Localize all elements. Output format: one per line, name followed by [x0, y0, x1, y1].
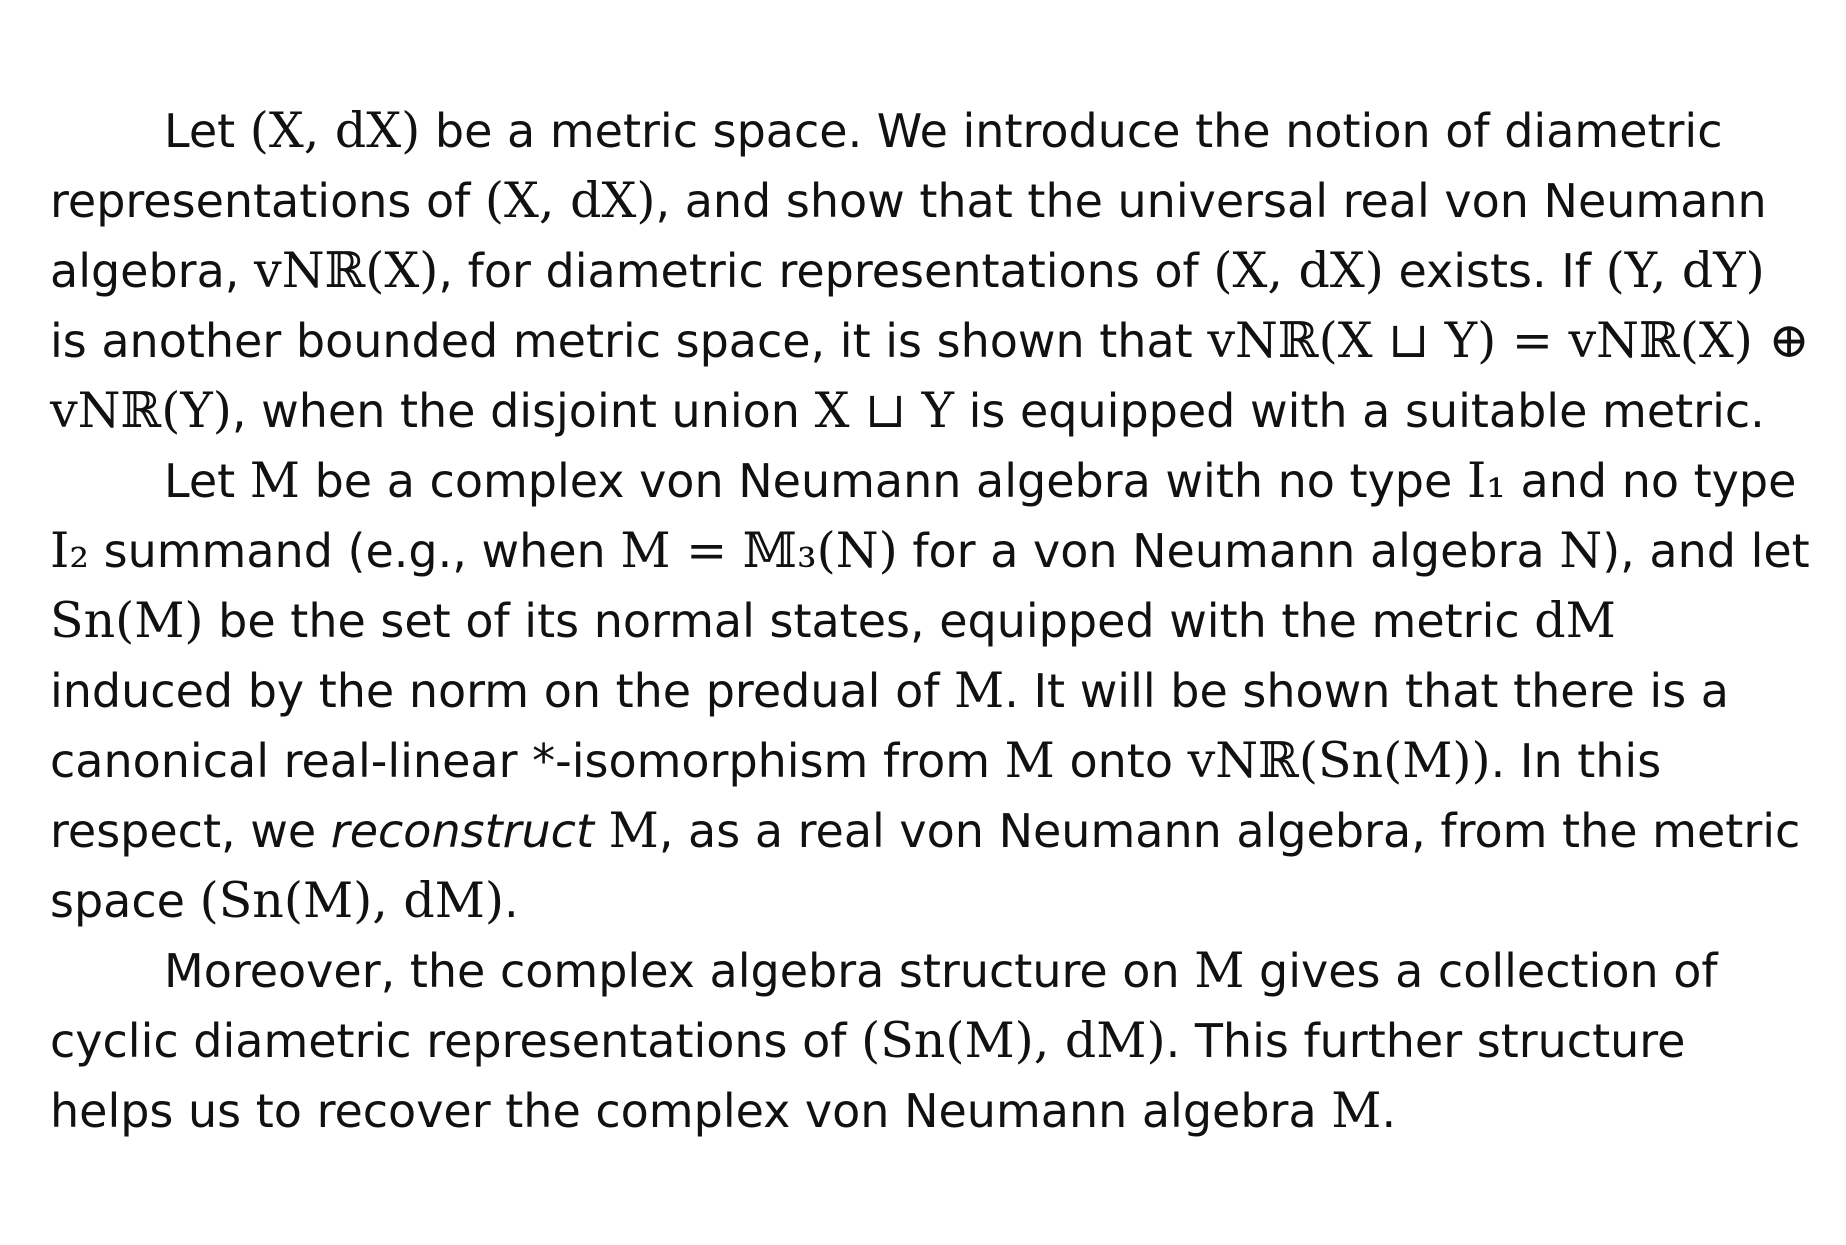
math-expression: (X, dX)	[484, 172, 656, 229]
math-expression: N	[1559, 522, 1603, 579]
text-run: , when the disjoint union	[231, 384, 815, 438]
text-run: onto	[1054, 734, 1188, 788]
text-run: is equipped with a suitable metric.	[954, 384, 1765, 438]
math-expression: dM	[1534, 592, 1616, 649]
text-run: ), and let	[1602, 524, 1810, 578]
text-run: , as a real von Neumann algebra, from the metric space	[50, 804, 1801, 928]
text-run: Moreover, the complex algebra structure on	[164, 944, 1195, 998]
text-run: .	[1381, 1084, 1397, 1138]
math-expression: M	[1194, 942, 1245, 999]
text-run: , for diametric representations of	[438, 244, 1214, 298]
math-expression: M	[608, 802, 659, 859]
abstract-paragraph-1	[50, 96, 1810, 446]
text-run: Let	[164, 454, 250, 508]
text-run: , and show that the universal real von Neumann algebra,	[50, 174, 1767, 298]
text-run: be a metric space. We introduce the notion of diametric representations of	[50, 104, 1723, 228]
text-run: gives a collection of cyclic diametric representations of	[50, 944, 1718, 1068]
math-expression: M	[249, 452, 300, 509]
abstract-paragraph-3	[50, 936, 1810, 1146]
math-expression: M = 𝕄₃(N)	[620, 522, 898, 579]
emphasized-text: reconstruct	[330, 804, 594, 858]
math-expression: M	[1331, 1082, 1382, 1139]
text-run: . It will be shown that there is a canonical real-linear *-isomorphism from	[50, 664, 1729, 788]
text-run: Let	[164, 104, 250, 158]
text-run: for a von Neumann algebra	[897, 524, 1560, 578]
math-expression: (X, dX)	[249, 102, 421, 159]
math-expression: I₂	[50, 522, 89, 579]
math-expression: Sn(M)	[50, 592, 204, 649]
math-expression: I₁	[1466, 452, 1506, 509]
math-expression: M	[1004, 732, 1055, 789]
text-run: . This further structure helps us to recover the complex von Neumann algebra	[50, 1014, 1686, 1138]
math-expression: (Sn(M), dM)	[199, 872, 505, 929]
math-expression: vNℝ(X)	[254, 242, 439, 299]
math-expression: vNℝ(X ⊔ Y) = vNℝ(X) ⊕ vNℝ(Y)	[50, 312, 1810, 439]
text-run: exists. If	[1383, 244, 1606, 298]
math-expression: (X, dX)	[1213, 242, 1384, 299]
math-expression: X ⊔ Y	[814, 382, 955, 439]
text-run	[594, 804, 609, 858]
text-run: summand (e.g., when	[89, 524, 621, 578]
abstract-body	[50, 96, 1810, 1146]
text-run: be a complex von Neumann algebra with no type	[299, 454, 1467, 508]
text-run: induced by the norm on the predual of	[50, 664, 955, 718]
text-run: be the set of its normal states, equipped with the metric	[203, 594, 1535, 648]
math-expression: vNℝ(Sn(M))	[1187, 732, 1491, 789]
text-run: is another bounded metric space, it is shown that	[50, 314, 1208, 368]
text-run: and no type	[1505, 454, 1797, 508]
abstract-paragraph-2	[50, 446, 1810, 936]
math-expression: (Y, dY)	[1605, 242, 1765, 299]
text-run: .	[504, 874, 519, 928]
text-run: . In this respect, we	[50, 734, 1662, 858]
math-expression: M	[954, 662, 1005, 719]
math-expression: (Sn(M), dM)	[861, 1012, 1166, 1069]
